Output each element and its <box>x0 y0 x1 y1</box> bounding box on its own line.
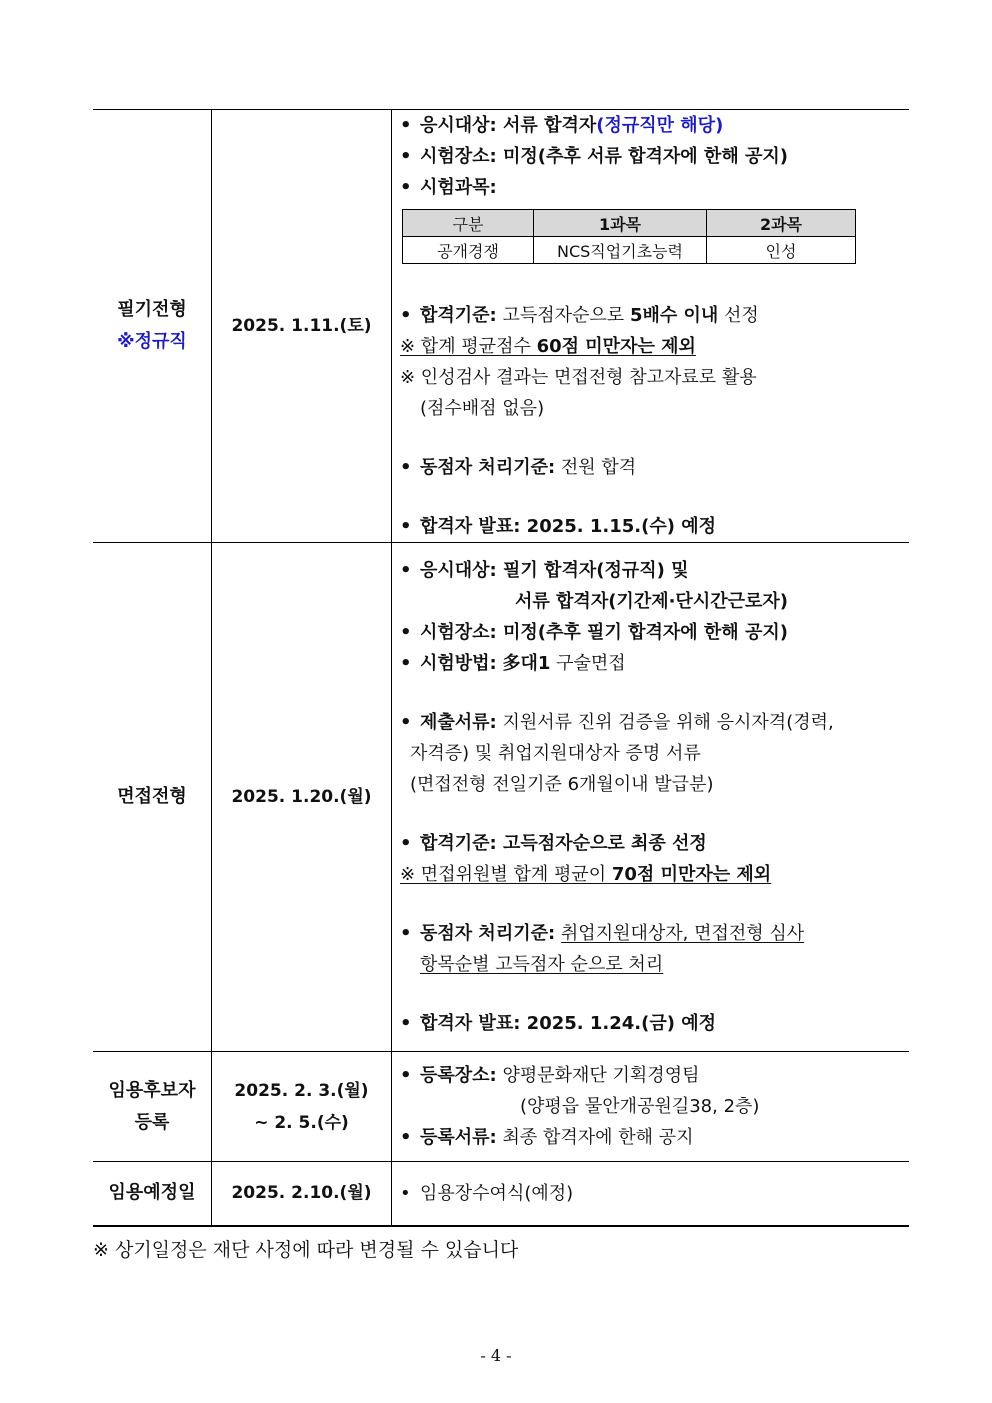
detail-docs: • 제출서류: 지원서류 진위 검증을 위해 응시자격(경력, <box>400 712 834 733</box>
date-end: ~ 2. 5.(수) <box>254 1112 349 1133</box>
detail-announce: • 합격자 발표: 2025. 1.15.(수) 예정 <box>400 516 717 537</box>
stage-cell: 임용예정일 <box>93 1162 212 1226</box>
note-personality: ※ 인성검사 결과는 면접전형 참고자료로 활용 <box>400 367 757 388</box>
detail-method: • 시험방법: 多대1 구술면접 <box>400 653 626 674</box>
detail-docs-cont2: (면접전형 전일기준 6개월이내 발급분) <box>410 774 714 795</box>
detail-item: • 임용장수여식(예정) <box>400 1182 574 1204</box>
page-number: - 4 - <box>480 1346 512 1365</box>
stage-title: 필기전형 <box>117 299 187 320</box>
subject-header-cell: 2과목 <box>707 210 856 237</box>
subject-cell: 인성 <box>707 237 856 264</box>
detail-place: • 시험장소: 미정(추후 서류 합격자에 한해 공지) <box>400 146 788 167</box>
stage-title-cont: 등록 <box>134 1111 170 1133</box>
details-cell <box>392 543 910 1052</box>
row-appointment <box>93 1162 909 1226</box>
stage-subtitle: ※정규직 <box>117 331 187 352</box>
stage-cell <box>93 1052 212 1162</box>
stage-title: 임용후보자 <box>108 1079 196 1101</box>
detail-place-cont: (양평읍 물안개공원길38, 2층) <box>520 1096 760 1117</box>
detail-subject: • 시험과목: <box>400 177 497 198</box>
detail-target: • 응시대상: 필기 합격자(정규직) 및 <box>400 560 689 581</box>
date-start: 2025. 2. 3.(월) <box>234 1080 369 1101</box>
row-registration <box>93 1052 909 1162</box>
subject-table-row <box>403 237 856 264</box>
subject-cell: 공개경쟁 <box>403 237 534 264</box>
schedule-table <box>93 109 909 1227</box>
detail-announce: • 합격자 발표: 2025. 1.24.(금) 예정 <box>400 1013 717 1034</box>
detail-pass: • 합격기준: 고득점자순으로 5배수 이내 선정 <box>400 305 759 326</box>
detail-tie: • 동점자 처리기준: 전원 합격 <box>400 457 637 478</box>
details-cell <box>392 110 910 543</box>
note-average: ※ 합계 평균점수 60점 미만자는 제외 <box>400 336 696 357</box>
date-cell <box>212 1052 392 1162</box>
stage-cell <box>93 110 212 543</box>
footnote: ※ 상기일정은 재단 사정에 따라 변경될 수 있습니다 <box>93 1239 519 1261</box>
subject-cell: NCS직업기초능력 <box>534 237 707 264</box>
detail-docs: • 등록서류: 최종 합격자에 한해 공지 <box>400 1127 694 1148</box>
detail-docs-cont: 자격증) 및 취업지원대상자 증명 서류 <box>410 743 701 764</box>
date-cell: 2025. 1.11.(토) <box>212 110 392 543</box>
subject-header-cell: 1과목 <box>534 210 707 237</box>
note-personality-cont: (점수배점 없음) <box>420 398 545 419</box>
detail-tie: • 동점자 처리기준: 취업지원대상자, 면접전형 심사 <box>400 923 805 944</box>
detail-place: • 시험장소: 미정(추후 필기 합격자에 한해 공지) <box>400 622 788 643</box>
detail-pass: • 합격기준: 고득점자순으로 최종 선정 <box>400 833 707 854</box>
detail-target-cont: 서류 합격자(기간제·단시간근로자) <box>515 591 788 612</box>
subject-table-header <box>403 210 856 237</box>
date-cell: 2025. 1.20.(월) <box>212 543 392 1052</box>
details-cell <box>392 1052 910 1162</box>
details-cell <box>392 1162 910 1226</box>
note-average: ※ 면접위원별 합계 평균이 70점 미만자는 제외 <box>400 864 772 885</box>
subject-header-cell: 구분 <box>403 210 534 237</box>
detail-tie-cont: 항목순별 고득점자 순으로 처리 <box>420 954 664 975</box>
stage-cell: 면접전형 <box>93 543 212 1052</box>
detail-target: • 응시대상: 서류 합격자(정규직만 해당) <box>400 115 724 136</box>
date-cell: 2025. 2.10.(월) <box>212 1162 392 1226</box>
detail-place: • 등록장소: 양평문화재단 기획경영팀 <box>400 1065 700 1086</box>
subject-table <box>402 209 856 264</box>
row-interview <box>93 543 909 1052</box>
row-written-exam <box>93 110 909 543</box>
